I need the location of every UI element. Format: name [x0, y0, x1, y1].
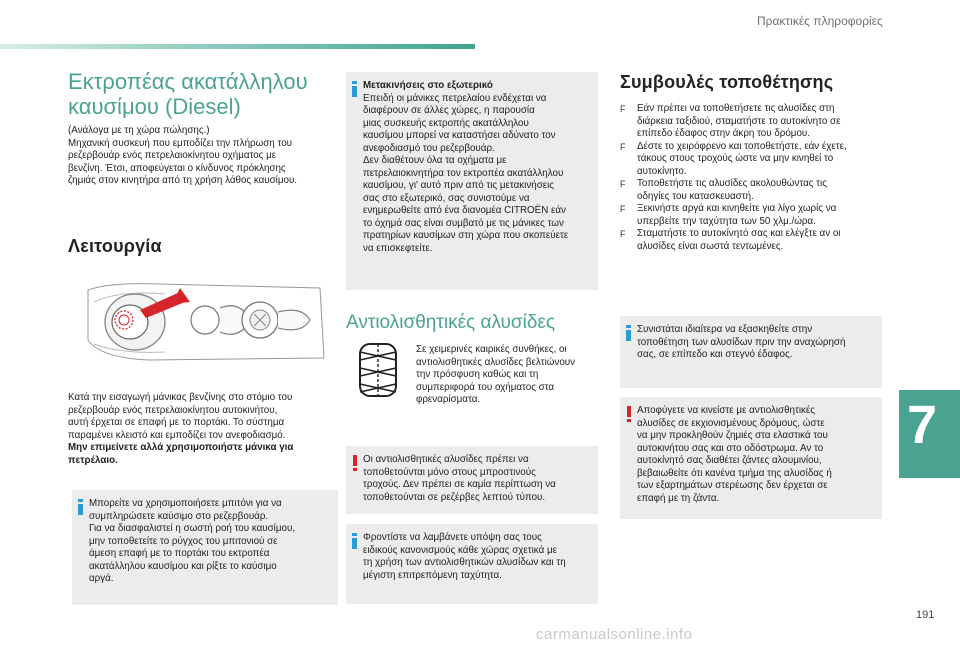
tip-text: [363, 80, 590, 255]
bullet-marker: F: [620, 104, 626, 114]
text-line: Επειδή οι μάνικες πετρελαίου ενδέχεται να: [363, 92, 547, 104]
chapter-number: 7: [907, 395, 938, 455]
text-line: Εάν πρέπει να τοποθετήσετε τις αλυσίδες στη: [637, 103, 835, 114]
text-line: συμπληρώσετε καύσιμο στο ρεζερβουάρ.: [89, 510, 269, 522]
text-line: αργά.: [89, 573, 114, 584]
list-item: [620, 178, 890, 203]
text-line: καυσίμου, γι' αυτό πριν από τις μετακινήσεις: [363, 180, 555, 191]
bold-line: Μην επιμείνετε αλλά χρησιμοποιήστε μάνικα για: [68, 442, 294, 453]
text-line: καυσίμου μπορεί να καταστήσει αδύνατο τον: [363, 130, 556, 141]
tip-box-regulations: [346, 524, 598, 604]
intro-text: [68, 125, 338, 188]
section-title: Πρακτικές πληροφορίες: [757, 14, 883, 28]
operation-text: [68, 392, 343, 467]
text-line: πετρελαιοκινητήρα τον εκτροπέα ακατάλληλου: [363, 167, 564, 179]
text-line: αυτοκίνητό σας διαθέτει ζάντες αλουμινίου,: [637, 455, 822, 466]
text-line: την πρόσφυση καθώς και τη: [416, 369, 539, 380]
text-line: μιας συσκευής εκτροπής ακατάλληλου: [363, 117, 529, 129]
bullet-marker: F: [620, 179, 626, 189]
section-heading-snow-chains: Αντιολισθητικές αλυσίδες: [346, 312, 556, 333]
info-icon: [352, 533, 357, 547]
text-line: Αποφύγετε να κινείστε με αντιολισθητικές: [637, 405, 816, 416]
tip-text: [637, 324, 874, 362]
text-line: Τοποθετήστε τις αλυσίδες ακολουθώντας τις: [637, 178, 827, 189]
text-line: φρεναρίσματα.: [416, 394, 481, 405]
text-line: ρεζερβουάρ ενός πετρελαιοκίνητου οχήματος με: [68, 150, 277, 161]
list-item: [620, 141, 890, 179]
text-line: τάκους στους τροχούς ώστε να μην κινηθεί το: [637, 153, 834, 164]
tip-box-travel-abroad: [346, 72, 598, 290]
text-line: αυτή έρχεται σε επαφή με το πορτάκι. Το σύστημα: [68, 417, 285, 428]
text-line: τοποθετούνται σε ρεζέρβες λεπτού τύπου.: [363, 491, 546, 503]
snow-chains-intro: [416, 344, 601, 407]
text-line: Δεν διαθέτουν όλα τα οχήματα με: [363, 155, 507, 166]
snow-chain-icon: [352, 340, 407, 400]
text-line: σας στο εξωτερικό, σας συνιστούμε να: [363, 192, 530, 204]
text-line: αλυσίδες σε εκχιονισμένους δρόμους, ώστε: [637, 417, 825, 429]
tip-text: [89, 498, 330, 586]
info-icon: [626, 325, 631, 339]
text-line: να μην προκληθούν ζημιές στα ελαστικά του: [637, 430, 828, 441]
box-title: Μετακινήσεις στο εξωτερικό: [363, 80, 493, 91]
tip-text: [363, 532, 590, 582]
section-heading-fitting-advice: Συμβουλές τοποθέτησης: [620, 72, 834, 92]
text-line: οδηγίες του κατασκευαστή.: [637, 190, 754, 202]
text-line: Οι αντιολισθητικές αλυσίδες πρέπει να: [363, 454, 529, 465]
text-line: μην τοποθετείτε το ρύγχος του μπιτονιού σε: [89, 535, 278, 547]
text-line: Σταματήστε το αυτοκίνητό σας και ελέγξτε αν οι: [637, 228, 841, 239]
text-line: Μπορείτε να χρησιμοποιήσετε μπιτόνι για να: [89, 498, 282, 509]
text-line: Μηχανική συσκευή που εμποδίζει την πλήρωση του: [68, 137, 293, 149]
text-line: διαφέρουν σε άλλες χώρες, η παρουσία: [363, 105, 535, 116]
text-line: το όχημά σας είναι συμβατό με τις μάνικες των: [363, 217, 564, 229]
bullet-marker: F: [620, 229, 626, 239]
text-line: ανεφοδιασμό του ρεζερβουάρ.: [363, 142, 495, 154]
tip-box-jerrycan: [72, 490, 338, 605]
text-line: ειδικούς κανονισμούς κάθε χώρας σχετικά με: [363, 544, 557, 556]
text-line: αυτοκινήτου σας και στο οδόστρωμα. Αν το: [637, 442, 824, 454]
text-line: διάρκεια ταξιδιού, σταματήστε το αυτοκίνητο σε: [637, 115, 841, 127]
text-line: αυτοκίνητο.: [637, 165, 687, 177]
info-icon: [352, 81, 357, 95]
text-line: (Ανάλογα με τη χώρα πώλησης.): [68, 125, 210, 136]
text-line: Δέστε το χειρόφρενο και τοποθετήστε, εάν έχετε,: [637, 140, 847, 152]
text-line: ακατάλληλου καυσίμου και ρίξτε το καύσιμο: [89, 560, 277, 572]
text-line: ρεζερβουάρ ενός πετρελαιοκίνητου αυτοκινήτου,: [68, 404, 278, 416]
text-line: τοποθέτηση των αλυσίδων πριν την αναχώρησή: [637, 336, 846, 348]
text-line: των εξαρτημάτων στερέωσης δεν έρχεται σε: [637, 480, 828, 491]
page-number: 191: [916, 609, 935, 621]
header-accent-bar: [0, 44, 475, 49]
text-line: Σε χειμερινές καιρικές συνθήκες, οι: [416, 344, 567, 355]
text-line: να επισκεφτείτε.: [363, 242, 433, 254]
bold-line: πετρέλαιο.: [68, 454, 118, 466]
info-icon: [78, 499, 83, 513]
text-line: αλυσίδες είναι σωστά τεντωμένες.: [637, 240, 784, 252]
section-heading-operation: Λειτουργία: [68, 236, 162, 256]
text-line: αντιολισθητικές αλυσίδες βελτιώνουν: [416, 356, 576, 368]
warning-box-snowy-roads: [620, 397, 882, 519]
text-line: Ξεκινήστε αργά και κινηθείτε για λίγο χωρίς να: [637, 203, 837, 214]
text-line: υπερβείτε την ταχύτητα των 50 χλμ./ώρα.: [637, 215, 816, 227]
text-line: άμεση επαφή με το πορτάκι του εκτροπέα: [89, 548, 270, 559]
text-line: επαφή με τη ζάντα.: [637, 492, 720, 504]
text-line: παραμένει κλειστό και εμποδίζει τον ανεφοδιασμό.: [68, 429, 286, 441]
text-line: ζημιάς στον κινητήρα από τη χρήση λάθος καυσίμου.: [68, 175, 298, 186]
tip-box-practice: [620, 316, 882, 388]
text-line: μέγιστη επιτρεπόμενη ταχύτητα.: [363, 569, 502, 581]
chapter-tab: [899, 390, 960, 478]
list-item: [620, 103, 890, 141]
watermark: carmanualsonline.info: [536, 626, 693, 643]
text-line: Για να διασφαλιστεί η σωστή ροή του καυσίμου,: [89, 523, 296, 534]
page-title: [68, 69, 338, 119]
text-line: Συνιστάται ιδιαίτερα να εξασκηθείτε στην: [637, 324, 813, 335]
warning-box-front-wheels: [346, 446, 598, 514]
fuel-filler-illustration: [80, 280, 330, 365]
text-line: επίπεδο έδαφος στην άκρη του δρόμου.: [637, 128, 810, 139]
page-title-line: καυσίμου (Diesel): [68, 94, 241, 119]
page-title-line: Εκτροπέας ακατάλληλου: [68, 69, 308, 94]
warning-icon: [627, 406, 631, 422]
bullet-marker: F: [620, 141, 626, 152]
warning-text: [637, 405, 874, 505]
text-line: πρατηρίων καυσίμων στη χώρα που σκοπεύετε: [363, 230, 569, 241]
text-line: Φροντίστε να λαμβάνετε υπόψη σας τους: [363, 532, 542, 543]
text-line: τοποθετούνται μόνο στους μπροστινούς: [363, 466, 536, 478]
list-item: [620, 228, 890, 253]
list-item: [620, 203, 890, 228]
warning-text: [363, 454, 590, 504]
text-line: τη χρήση των αντιολισθητικών αλυσίδων και τη: [363, 557, 566, 568]
text-line: τροχούς. Δεν πρέπει σε καμία περίπτωση να: [363, 479, 556, 490]
text-line: βεβαιωθείτε ότι κανένα τμήμα της αλυσίδας ή: [637, 467, 832, 479]
warning-icon: [353, 455, 357, 471]
text-line: συμπεριφορά του οχήματος στα: [416, 381, 555, 393]
bullet-marker: F: [620, 204, 626, 214]
text-line: Κατά την εισαγωγή μάνικας βενζίνης στο στόμιο του: [68, 392, 293, 403]
fitting-advice-list: [620, 103, 890, 253]
text-line: βενζίνη. Έτσι, αποφεύγεται ο κίνδυνος πρόκλησης: [68, 162, 286, 174]
text-line: σας, σε επίπεδο και στεγνό έδαφος.: [637, 349, 793, 360]
text-line: ενημερωθείτε από ένα διανομέα CITROËN εάν: [363, 205, 566, 216]
